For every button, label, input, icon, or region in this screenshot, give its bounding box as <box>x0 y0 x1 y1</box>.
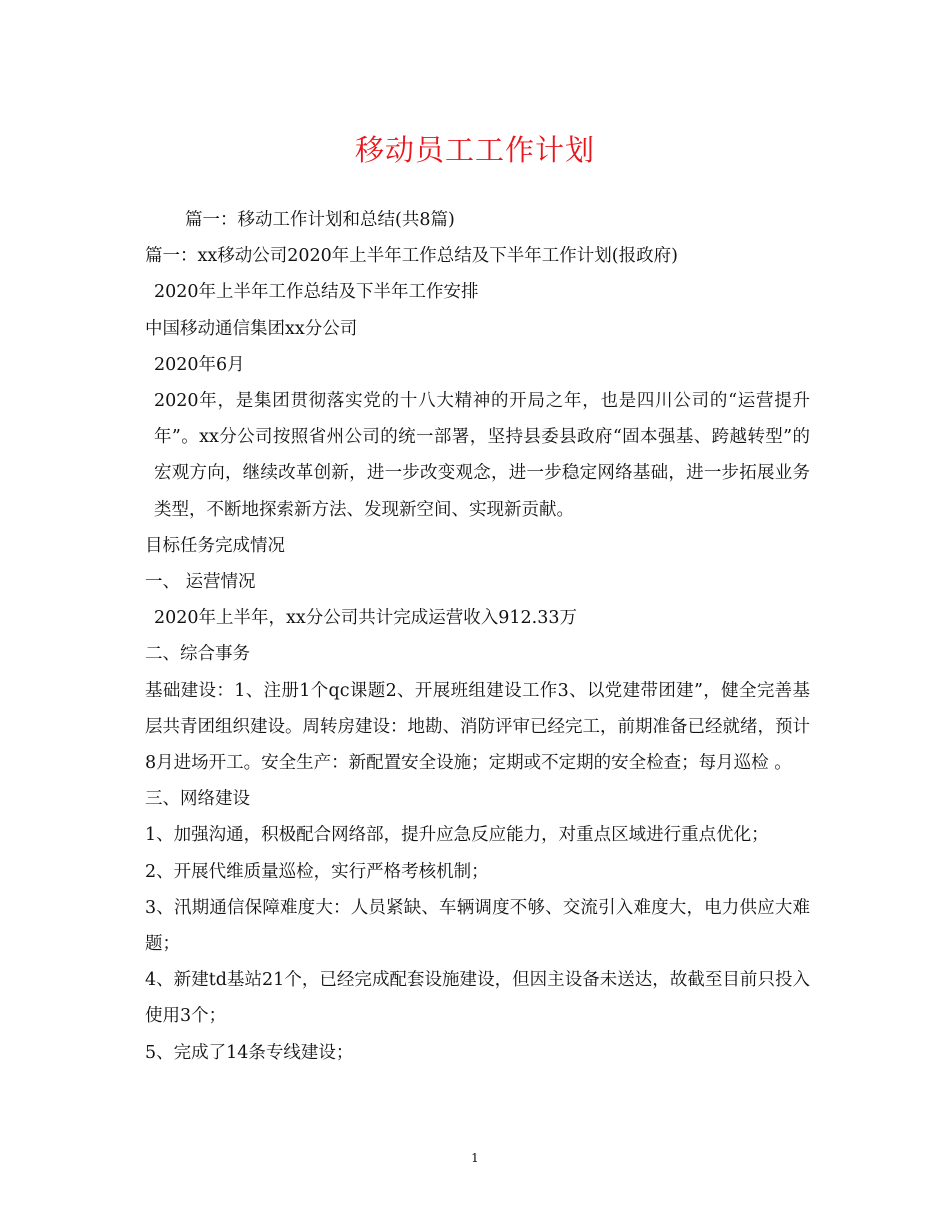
paragraph-network-heading: 三、网络建设 <box>145 789 250 810</box>
paragraph-subtitle: 篇一：xx移动公司2020年上半年工作总结及下半年工作计划(报政府) <box>145 246 678 267</box>
paragraph-company: 中国移动通信集团xx分公司 <box>145 318 358 339</box>
paragraph-goals-heading: 目标任务完成情况 <box>145 535 285 556</box>
paragraph-general-affairs-heading: 二、综合事务 <box>145 644 250 665</box>
paragraph-network-item-5: 5、完成了14条专线建设； <box>145 1042 354 1063</box>
paragraph-network-item-2: 2、开展代维质量巡检，实行严格考核机制； <box>145 861 489 882</box>
paragraph-report-title: 2020年上半年工作总结及下半年工作安排 <box>154 282 479 303</box>
paragraph-section-heading: 篇一：移动工作计划和总结(共8篇) <box>185 210 455 230</box>
page-number: 1 <box>471 1151 479 1165</box>
paragraph-network-item-3: 3、汛期通信保障难度大：人员紧缺、车辆调度不够、交流引入难度大，电力供应大难题； <box>145 897 810 955</box>
paragraph-network-item-4: 4、新建td基站21个，已经完成配套设施建设，但因主设备未送达，故截至目前只投入使用3个； <box>145 970 810 1027</box>
paragraph-operations-heading: 一、 运营情况 <box>145 572 256 593</box>
document-body <box>145 202 810 1071</box>
paragraph-intro: 2020年，是集团贯彻落实党的十八大精神的开局之年，也是四川公司的“运营提升年”。xx分公司按照省州公司的统一部署，坚持县委县政府“固本强基、跨越转型”的宏观方向，继续改革创新，进一步改变观念，进一步稳定网络基础，进一步拓展业务类型，不断地探索新方法、发现新空间、实现新贡献。 <box>154 391 810 520</box>
paragraph-date: 2020年6月 <box>154 354 245 375</box>
document-title: 移动员工工作计划 <box>354 133 595 167</box>
paragraph-operations-revenue: 2020年上半年，xx分公司共计完成运营收入912.33万 <box>154 608 578 629</box>
paragraph-network-item-1: 1、加强沟通，积极配合网络部，提升应急反应能力，对重点区域进行重点优化； <box>145 825 769 846</box>
paragraph-general-affairs: 基础建设：1、注册1个qc课题2、开展班组建设工作3、以党建带团建”，健全完善基层共青团组织建设。周转房建设：地勘、消防评审已经完工，前期准备已经就绪，预计8月进场开工。安全生产：新配置安全设施；定期或不定期的安全检查；每月巡检 。 <box>145 680 810 774</box>
